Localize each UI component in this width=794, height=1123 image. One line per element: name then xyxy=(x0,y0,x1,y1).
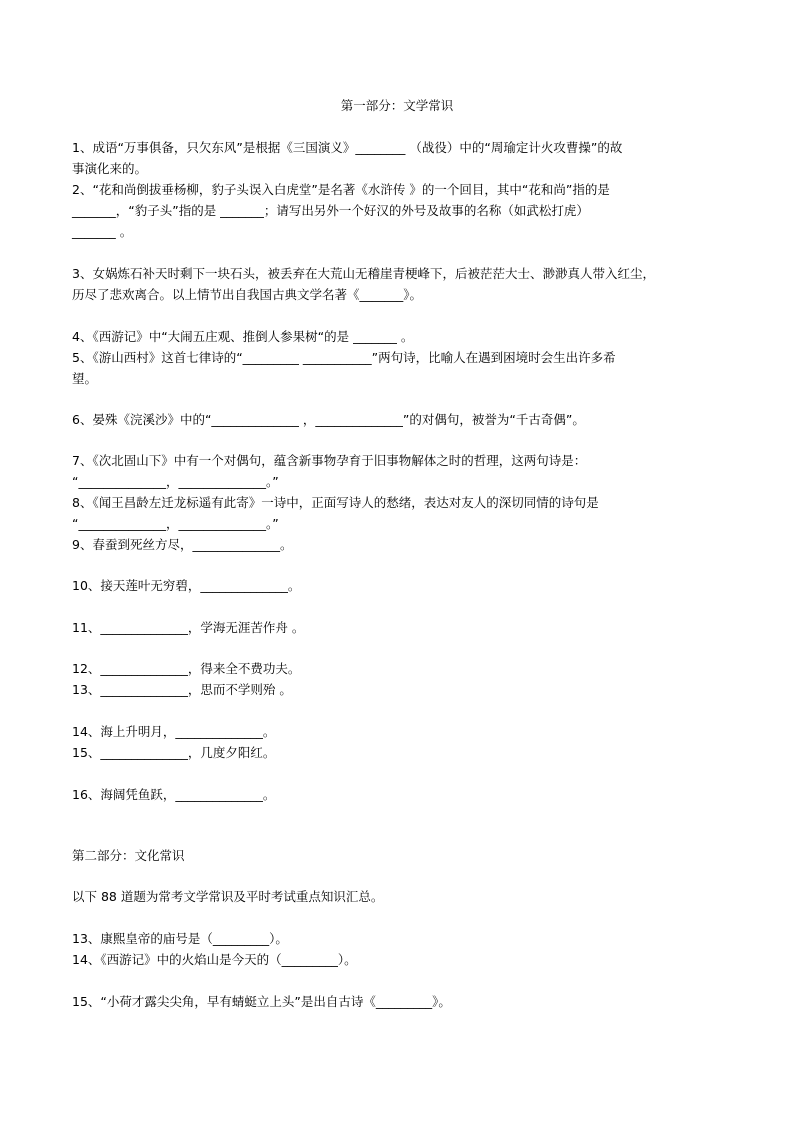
question-line: 9、春蚕到死丝方尽，______________。 xyxy=(72,537,293,552)
question-line: 13、康熙皇帝的庙号是（_________）。 xyxy=(72,931,288,946)
question-line: “______________，______________。” xyxy=(72,516,279,531)
question-line: 事演化来的。 xyxy=(72,161,148,176)
part2-intro: 以下 88 道题为常考文学常识及平时考试重点知识汇总。 xyxy=(72,889,384,904)
question-line: 14、海上升明月，______________。 xyxy=(72,724,276,739)
question-line: 望。 xyxy=(72,371,98,386)
question-line: 3、女娲炼石补天时剩下一块石头，被丢弃在大荒山无稽崖青梗峰下，后被茫茫大士、渺渺真人带入红尘， xyxy=(72,266,655,281)
question-line: _______ 。 xyxy=(72,224,133,239)
question-line: 历尽了悲欢离合。以上情节出自我国古典文学名著《_______》。 xyxy=(72,287,423,302)
part1-title: 第一部分：文学常识 xyxy=(340,98,454,113)
question-line: 15、“小荷才露尖尖角，早有蜻蜓立上头”是出自古诗《_________》。 xyxy=(72,994,451,1009)
question-line: 6、晏殊《浣溪沙》中的“______________ ，______________”的对偶句，被誉为“千古奇偶”。 xyxy=(72,412,585,427)
question-line: 11、______________，学海无涯苦作舟 。 xyxy=(72,620,305,635)
question-line: 16、海阔凭鱼跃，______________。 xyxy=(72,787,276,802)
question-line: 10、接天莲叶无穷碧，______________。 xyxy=(72,578,301,593)
question-line: 7、《次北固山下》中有一个对偶句，蕴含新事物孕育于旧事物解体之时的哲理，这两句诗是： xyxy=(72,453,587,468)
question-line: _______，“豹子头”指的是 _______；请写出另外一个好汉的外号及故事的名称（如武松打虎） xyxy=(72,203,589,218)
question-line: 15、______________，几度夕阳红。 xyxy=(72,745,276,760)
question-line: 14、《西游记》中的火焰山是今天的（_________）。 xyxy=(72,952,357,967)
question-line: 2、“花和尚倒拔垂杨柳，豹子头误入白虎堂”是名著《水浒传 》的一个回目，其中“花和尚”指的是 xyxy=(72,182,610,197)
question-line: 5、《游山西村》这首七律诗的“_________ ___________”两句诗，比喻人在遇到困境时会生出许多希 xyxy=(72,350,616,365)
question-line: 1、成语“万事俱备，只欠东风”是根据《三国演义》________ （战役）中的“周瑜定计火攻曹操”的故 xyxy=(72,140,623,155)
question-line: 12、______________，得来全不费功夫。 xyxy=(72,661,301,676)
question-line: 13、______________，思而不学则殆 。 xyxy=(72,682,292,697)
part2-title: 第二部分：文化常识 xyxy=(72,848,185,863)
question-line: 8、《闻王昌龄左迁龙标遥有此寄》一诗中，正面写诗人的愁绪，表达对友人的深切同情的诗句是 xyxy=(72,495,599,510)
question-line: “______________，______________。” xyxy=(72,474,279,489)
question-line: 4、《西游记》中“大闹五庄观、推倒人参果树“的是 _______ 。 xyxy=(72,329,414,344)
